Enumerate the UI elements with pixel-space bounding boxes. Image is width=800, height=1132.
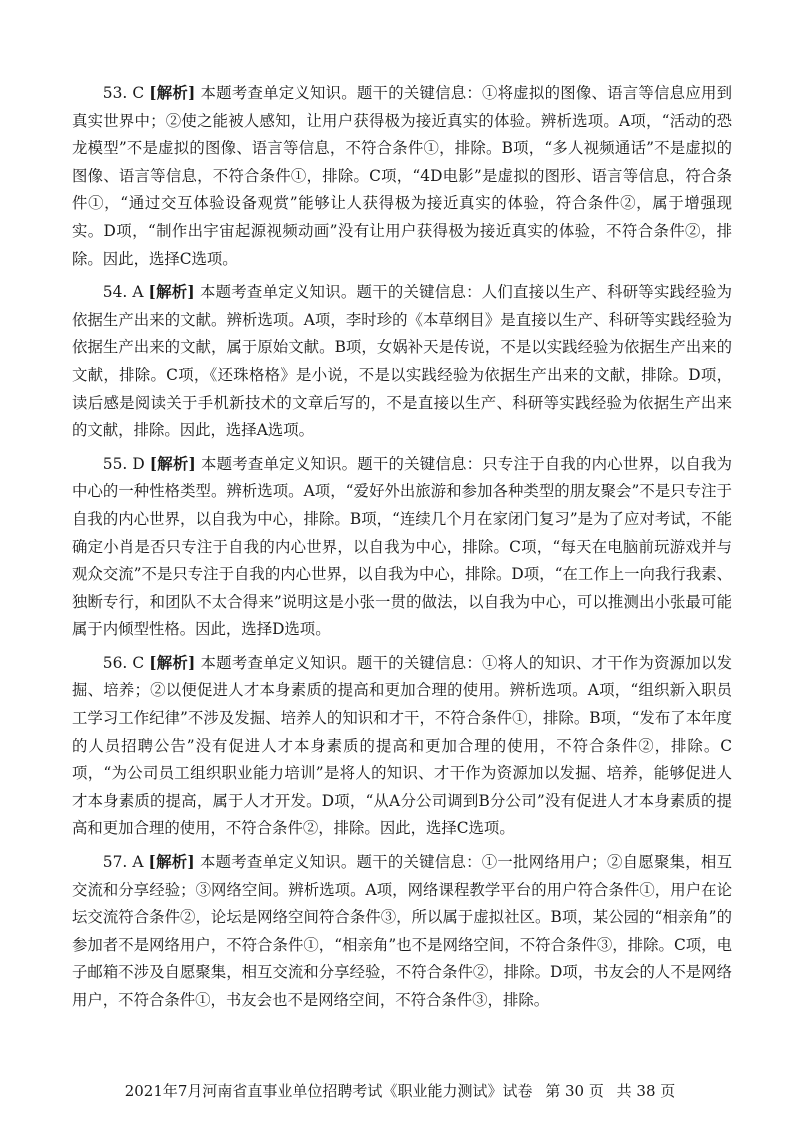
page-number: 第 30 页: [545, 1082, 604, 1100]
exam-title: 2021年7月河南省直事业单位招聘考试《职业能力测试》试卷: [124, 1082, 533, 1100]
explanation-text: 本题考查单定义知识。题干的关键信息：①将人的知识、才干作为资源加以发掘、培养；②以便促进人才本身素质的提高和更加合理的使用。辨析选项。A项，“组织新入职员工学习工作纪律”不涉及发掘、培养人的知识和才干，不符合条件①，排除。B项，“发布了本年度的人员招聘公告”没有促进人才本身素质的提高和更加合理的使用，不符合条件②，排除。C项，“为公司员工组织职业能力培训”是将人的知识、才干作为资源加以发掘、培养，能够促进人才本身素质的提高，属于人才开发。D项，“从A分公司调到B分公司”没有促进人才本身素质的提高和更加合理的使用，不符合条件②，排除。因此，选择C选项。: [72, 653, 732, 838]
explanation-paragraph: [72, 279, 732, 445]
question-number: 57. A: [102, 853, 144, 872]
analysis-tag: [解析]: [148, 853, 195, 872]
explanation-paragraph: [72, 80, 732, 273]
question-number: 55. D: [102, 454, 145, 473]
explanation-text: 本题考查单定义知识。题干的关键信息：人们直接以生产、科研等实践经验为依据生产出来的文献。辨析选项。A项，李时珍的《本草纲目》是直接以生产、科研等实践经验为依据生产出来的文献，属于原始文献。B项，女娲补天是传说，不是以实践经验为依据生产出来的文献，排除。C项，《还珠格格》是小说，不是以实践经验为依据生产出来的文献，排除。D项，读后感是阅读关于手机新技术的文章后写的，不是直接以生产、科研等实践经验为依据生产出来的文献，排除。因此，选择A选项。: [72, 283, 732, 440]
analysis-tag: [解析]: [149, 454, 196, 473]
explanation-text: 本题考查单定义知识。题干的关键信息：①将虚拟的图像、语言等信息应用到真实世界中；②使之能被人感知，让用户获得极为接近真实的体验。辨析选项。A项，“活动的恐龙模型”不是虚拟的图像、语言等信息，不符合条件①，排除。B项，“多人视频通话”不是虚拟的图像、语言等信息，不符合条件①，排除。C项，“4D电影”是虚拟的图形、语言等信息，符合条件①，“通过交互体验设备观赏”能够让人获得极为接近真实的体验，符合条件②，属于增强现实。D项，“制作出宇宙起源视频动画”没有让用户获得极为接近真实的体验，不符合条件②，排除。因此，选择C选项。: [72, 84, 732, 268]
explanation-text: 本题考查单定义知识。题干的关键信息：①一批网络用户；②自愿聚集，相互交流和分享经验；③网络空间。辨析选项。A项，网络课程教学平台的用户符合条件①，用户在论坛交流符合条件②，论坛是网络空间符合条件③，所以属于虚拟社区。B项，某公园的“相亲角”的参加者不是网络用户，不符合条件①，“相亲角”也不是网络空间，不符合条件③，排除。C项，电子邮箱不涉及自愿聚集，相互交流和分享经验，不符合条件②，排除。D项，书友会的人不是网络用户，不符合条件①，书友会也不是网络空间，不符合条件③，排除。: [72, 853, 732, 1009]
explanation-paragraph: [72, 849, 732, 1015]
question-number: 56. C: [102, 653, 145, 672]
analysis-tag: [解析]: [149, 84, 196, 102]
question-number: 53. C: [102, 84, 145, 102]
explanation-paragraph: [72, 451, 732, 644]
explanation-paragraph: [72, 650, 732, 843]
question-number: 54. A: [102, 283, 144, 302]
analysis-tag: [解析]: [149, 653, 196, 672]
explanation-text: 本题考查单定义知识。题干的关键信息：只专注于自我的内心世界，以自我为中心的一种性格类型。辨析选项。A项，“爱好外出旅游和参加各种类型的朋友聚会”不是只专注于自我的内心世界，以自我为中心，排除。B项，“连续几个月在家闭门复习”是为了应对考试，不能确定小肖是否只专注于自我的内心世界，以自我为中心，排除。C项，“每天在电脑前玩游戏并与观众交流”不是只专注于自我的内心世界，以自我为中心，排除。D项，“在工作上一向我行我素、独断专行，和团队不太合得来”说明这是小张一贯的做法，以自我为中心，可以推测出小张最可能属于内倾型性格。因此，选择D选项。: [72, 454, 732, 639]
analysis-tag: [解析]: [148, 283, 195, 302]
answer-explanations: [72, 80, 732, 1021]
page-footer: [0, 1080, 800, 1102]
total-pages: 共 38 页: [616, 1082, 676, 1100]
